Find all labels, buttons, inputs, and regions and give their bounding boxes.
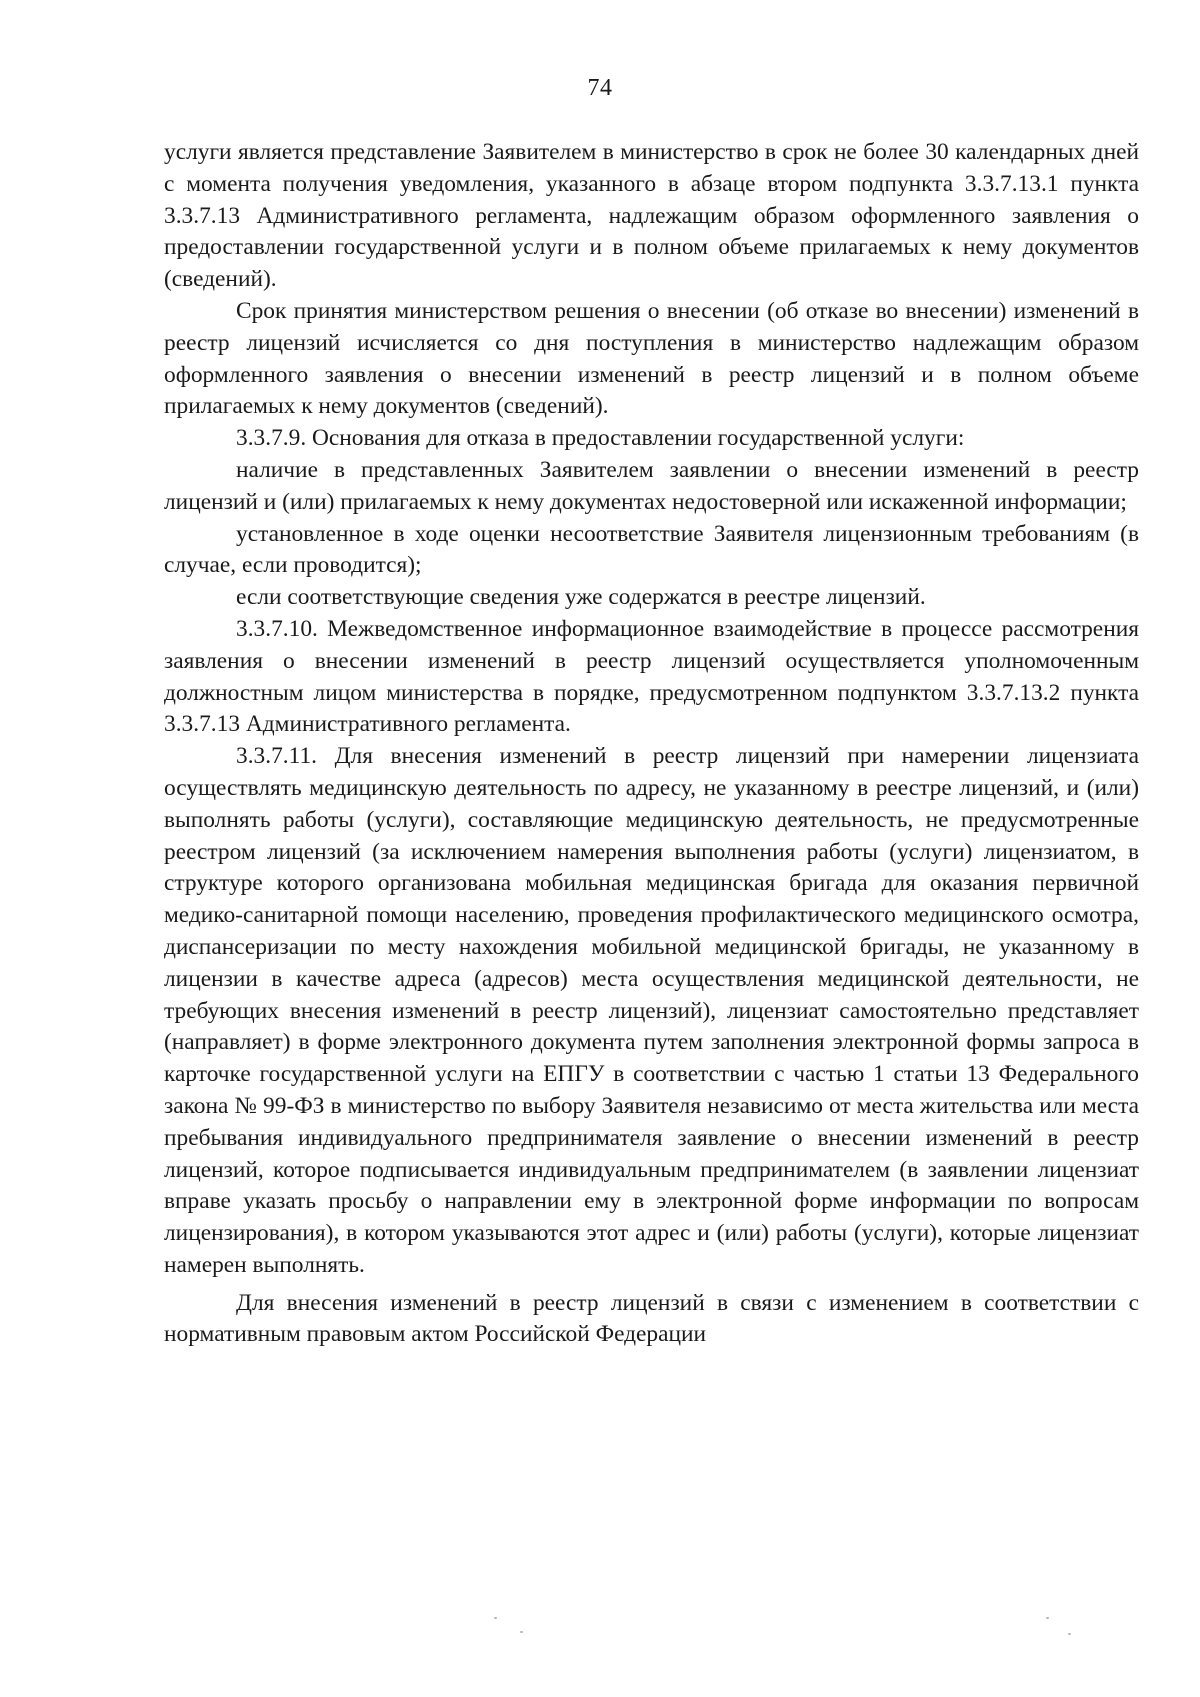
paragraph-refusal-ground-2: установленное в ходе оценки несоответствие Заявителя лицензионным требованиям (в случае, если проводится); [164, 520, 1139, 579]
page-number: 74 [587, 75, 613, 101]
scan-artifact [494, 1617, 497, 1619]
scan-artifact [1068, 1633, 1071, 1635]
paragraph-refusal-ground-3: если соответствующие сведения уже содержатся в реестре лицензий. [236, 584, 926, 611]
paragraph-3-3-7-10: 3.3.7.10. Межведомственное информационное взаимодействие в процессе рассмотрения заявления о внесении изменений в реестр лицензий осуществляется уполномоченным должностным лицом министерства в порядке, предусмотренном подпунктом 3.3.7.13.2 пункта 3.3.7.13 Административного регламента. [164, 615, 1139, 738]
paragraph-3-3-7-11: 3.3.7.11. Для внесения изменений в реестр лицензий при намерении лицензиата осуществлять медицинскую деятельность по адресу, не указанному в реестре лицензий, и (или) выполнять работы (услуги), составляющие медицинскую деятельность, не предусмотренные реестром лицензий (за исключением намерения выполнения работы (услуги) лицензиатом, в структуре которого организована мобильная медицинская бригада для оказания первичной медико-санитарной помощи населению, проведения профилактического медицинского осмотра, диспансеризации по месту нахождения мобильной медицинской бригады, не указанному в лицензии в качестве адреса (адресов) места осуществления медицинской деятельности, не требующих внесения изменений в реестр лицензий), лицензиат самостоятельно представляет (направляет) в форме электронного документа путем заполнения электронной формы запроса в карточке государственной услуги на ЕПГУ в соответствии с частью 1 статьи 13 Федерального закона № 99-ФЗ в министерство по выбору Заявителя независимо от места жительства или места пребывания индивидуального предпринимателя заявление о внесении изменений в реестр лицензий, которое подписывается индивидуальным предпринимателем (в заявлении лицензиат вправе указать просьбу о направлении ему в электронной форме информации по вопросам лицензирования), в котором указываются этот адрес и (или) работы (услуги), которые лицензиат намерен выполнять. [164, 743, 1139, 1278]
paragraph-decision-term: Срок принятия министерством решения о внесении (об отказе во внесении) изменений в реестр лицензий исчисляется со дня поступления в министерство надлежащим образом оформленного заявления о внесении изменений в реестр лицензий и в полном объеме прилагаемых к нему документов (сведений). [164, 297, 1139, 420]
paragraph-continuation: услуги является представление Заявителем в министерство в срок не более 30 календарных дней с момента получения уведомления, указанного в абзаце втором подпункта 3.3.7.13.1 пункта 3.3.7.13 Административного регламента, надлежащим образом оформленного заявления о предоставлении государственной услуги и в полном объеме прилагаемых к нему документов (сведений). [164, 139, 1139, 293]
paragraph-changes-in-registry: Для внесения изменений в реестр лицензий в связи с изменением в соответствии с нормативным правовым актом Российской Федерации [164, 1289, 1139, 1348]
document-body [164, 137, 1139, 1351]
paragraph-refusal-ground-1: наличие в представленных Заявителем заявлении о внесении изменений в реестр лицензий и (или) прилагаемых к нему документах недостоверной или искаженной информации; [164, 456, 1139, 515]
scan-artifact [520, 1631, 523, 1633]
scan-artifact [1046, 1617, 1049, 1619]
paragraph-3-3-7-9-heading: 3.3.7.9. Основания для отказа в предоставлении государственной услуги: [236, 425, 965, 452]
